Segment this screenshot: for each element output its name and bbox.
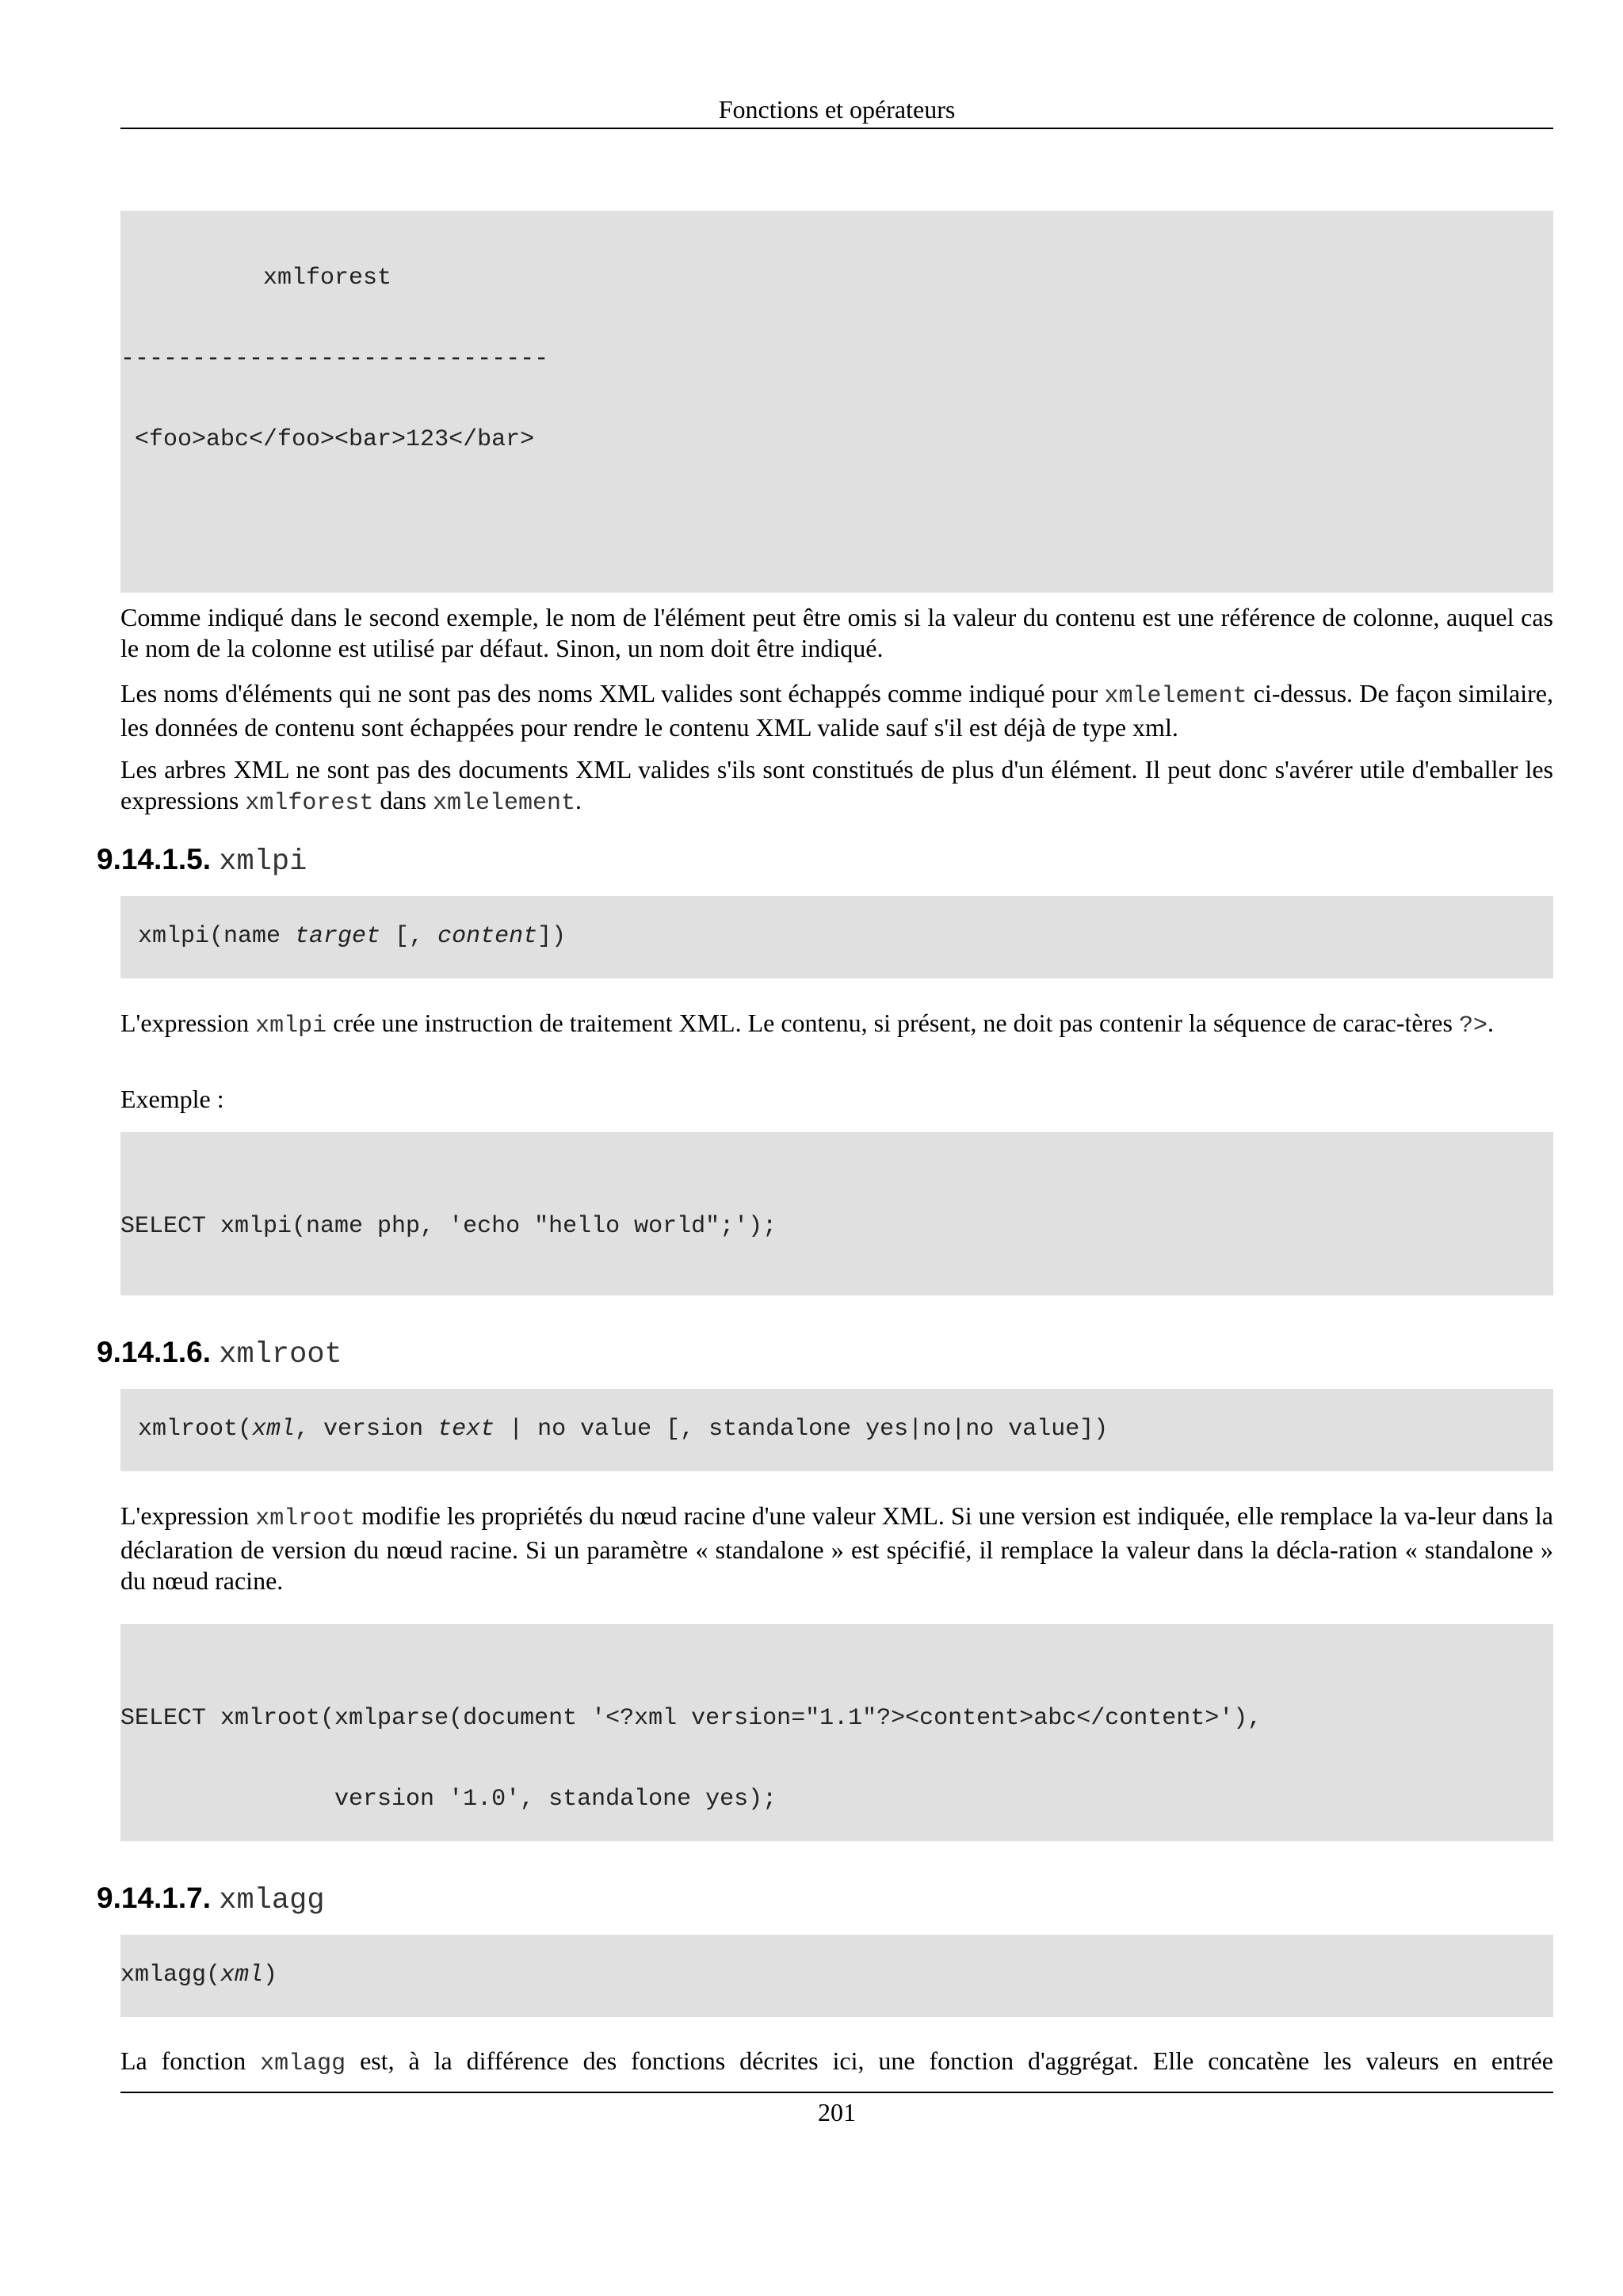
synopsis-text: xmlpi(name — [138, 923, 296, 950]
section-heading-xmlagg — [97, 1880, 325, 1919]
section-number: 9.14.1.6. — [97, 1336, 212, 1368]
inline-code: xmlagg — [260, 2050, 346, 2077]
code-block-xmlpi-example — [120, 1132, 1553, 1295]
code-block-xmlroot-example — [120, 1624, 1553, 1841]
text-run: . — [575, 786, 582, 814]
header-rule — [120, 128, 1553, 129]
synopsis-xmlagg — [120, 1935, 1553, 2017]
paragraph-xmlagg-description — [120, 2046, 1553, 2080]
section-function-name: xmlroot — [219, 1338, 342, 1371]
paragraph-column-reference: Comme indiqué dans le second exemple, le nom de l'élément peut être omis si la valeur du contenu est une référence de colonne, auquel cas le nom de la colonne est utilisé par défaut. Sinon, un nom doit être indiqué. — [120, 603, 1553, 662]
example-label: Exemple : — [120, 1085, 224, 1113]
synopsis-param: text — [437, 1416, 495, 1443]
inline-code: ?> — [1458, 1013, 1487, 1039]
text-run: modifie les propriétés du nœud racine d'une valeur XML. Si une version est indiquée, elle remplace la va-leur dans la déclaration de version du nœud racine. Si un paramètre « standalone » est spécifié, il remplace la valeur dans la décla-ration « standalone » du nœud racine. — [120, 1501, 1554, 1595]
section-heading-xmlpi — [97, 841, 307, 880]
paragraph-xml-trees — [120, 754, 1553, 819]
synopsis-text: ) — [263, 1962, 278, 1989]
section-heading-xmlroot — [97, 1334, 342, 1373]
footer-rule — [120, 2092, 1553, 2093]
section-number: 9.14.1.5. — [97, 843, 212, 875]
code-line: SELECT xmlpi(name php, 'echo "hello world";'); — [120, 1213, 777, 1240]
code-line — [120, 588, 1553, 593]
page-number: 201 — [818, 2098, 856, 2126]
inline-code: xmlelement — [433, 790, 576, 817]
code-line: xmlforest — [120, 265, 392, 292]
text-run: . — [1487, 1009, 1494, 1037]
code-line — [120, 507, 1553, 534]
synopsis-text: xmlagg( — [120, 1962, 221, 1989]
text-run: crée une instruction de traitement XML. Le contenu, si présent, ne doit pas contenir la séquence de carac-tères — [327, 1009, 1459, 1037]
synopsis-param: content — [437, 923, 538, 950]
inline-code: xmlforest — [245, 790, 374, 817]
code-line: <foo>abc</foo><bar>123</bar> — [120, 426, 535, 453]
synopsis-xmlpi — [120, 896, 1553, 978]
synopsis-param: target — [295, 923, 381, 950]
inline-code: xmlelement — [1104, 683, 1247, 710]
text-run: Les arbres XML ne sont pas des documents XML valides s'ils sont constitués de plus d'un élément. Il peut donc s'avérer utile d'emballer les expressions — [120, 755, 1553, 814]
running-header: Fonctions et opérateurs — [718, 95, 956, 124]
synopsis-text: ]) — [537, 923, 567, 950]
text-run: Les noms d'éléments qui ne sont pas des noms XML valides sont échappés comme indiqué pour — [120, 679, 1105, 707]
section-function-name: xmlagg — [219, 1884, 325, 1917]
text-run: dans — [373, 786, 433, 814]
synopsis-text: | no value [, standalone yes|no|no value]) — [495, 1416, 1109, 1443]
synopsis-param: xml — [220, 1962, 264, 1989]
synopsis-text: [, — [380, 923, 438, 950]
synopsis-xmlroot — [120, 1389, 1553, 1471]
code-block-xmlforest-output — [120, 211, 1553, 593]
code-line: version '1.0', standalone yes); — [120, 1786, 777, 1813]
text-run: L'expression — [120, 1501, 256, 1530]
section-function-name: xmlpi — [219, 845, 307, 879]
inline-code: xmlpi — [255, 1013, 327, 1039]
section-number: 9.14.1.7. — [97, 1882, 212, 1914]
text-run: est, à la différence des fonctions décrites ici, une fonction d'aggrégat. Elle concatène les valeurs en entrée — [346, 2046, 1554, 2075]
synopsis-param: xml — [252, 1416, 296, 1443]
inline-code: xmlroot — [255, 1505, 356, 1532]
code-line — [120, 1294, 1553, 1295]
synopsis-text: xmlroot( — [138, 1416, 253, 1443]
paragraph-xmlroot-description — [120, 1501, 1553, 1596]
code-line: ------------------------------ — [120, 345, 549, 372]
text-run: L'expression — [120, 1009, 256, 1037]
text-run: ci-dessus. De façon similaire, les données de contenu sont échappées pour rendre le contenu XML valide sauf s'il est déjà de type xml. — [120, 679, 1554, 742]
paragraph-escaping — [120, 678, 1553, 743]
synopsis-text: , version — [295, 1416, 438, 1443]
paragraph-xmlpi-description — [120, 1008, 1553, 1042]
code-line: SELECT xmlroot(xmlparse(document '<?xml version="1.1"?><content>abc</content>'), — [120, 1705, 1262, 1732]
text-run: La fonction — [120, 2046, 261, 2075]
